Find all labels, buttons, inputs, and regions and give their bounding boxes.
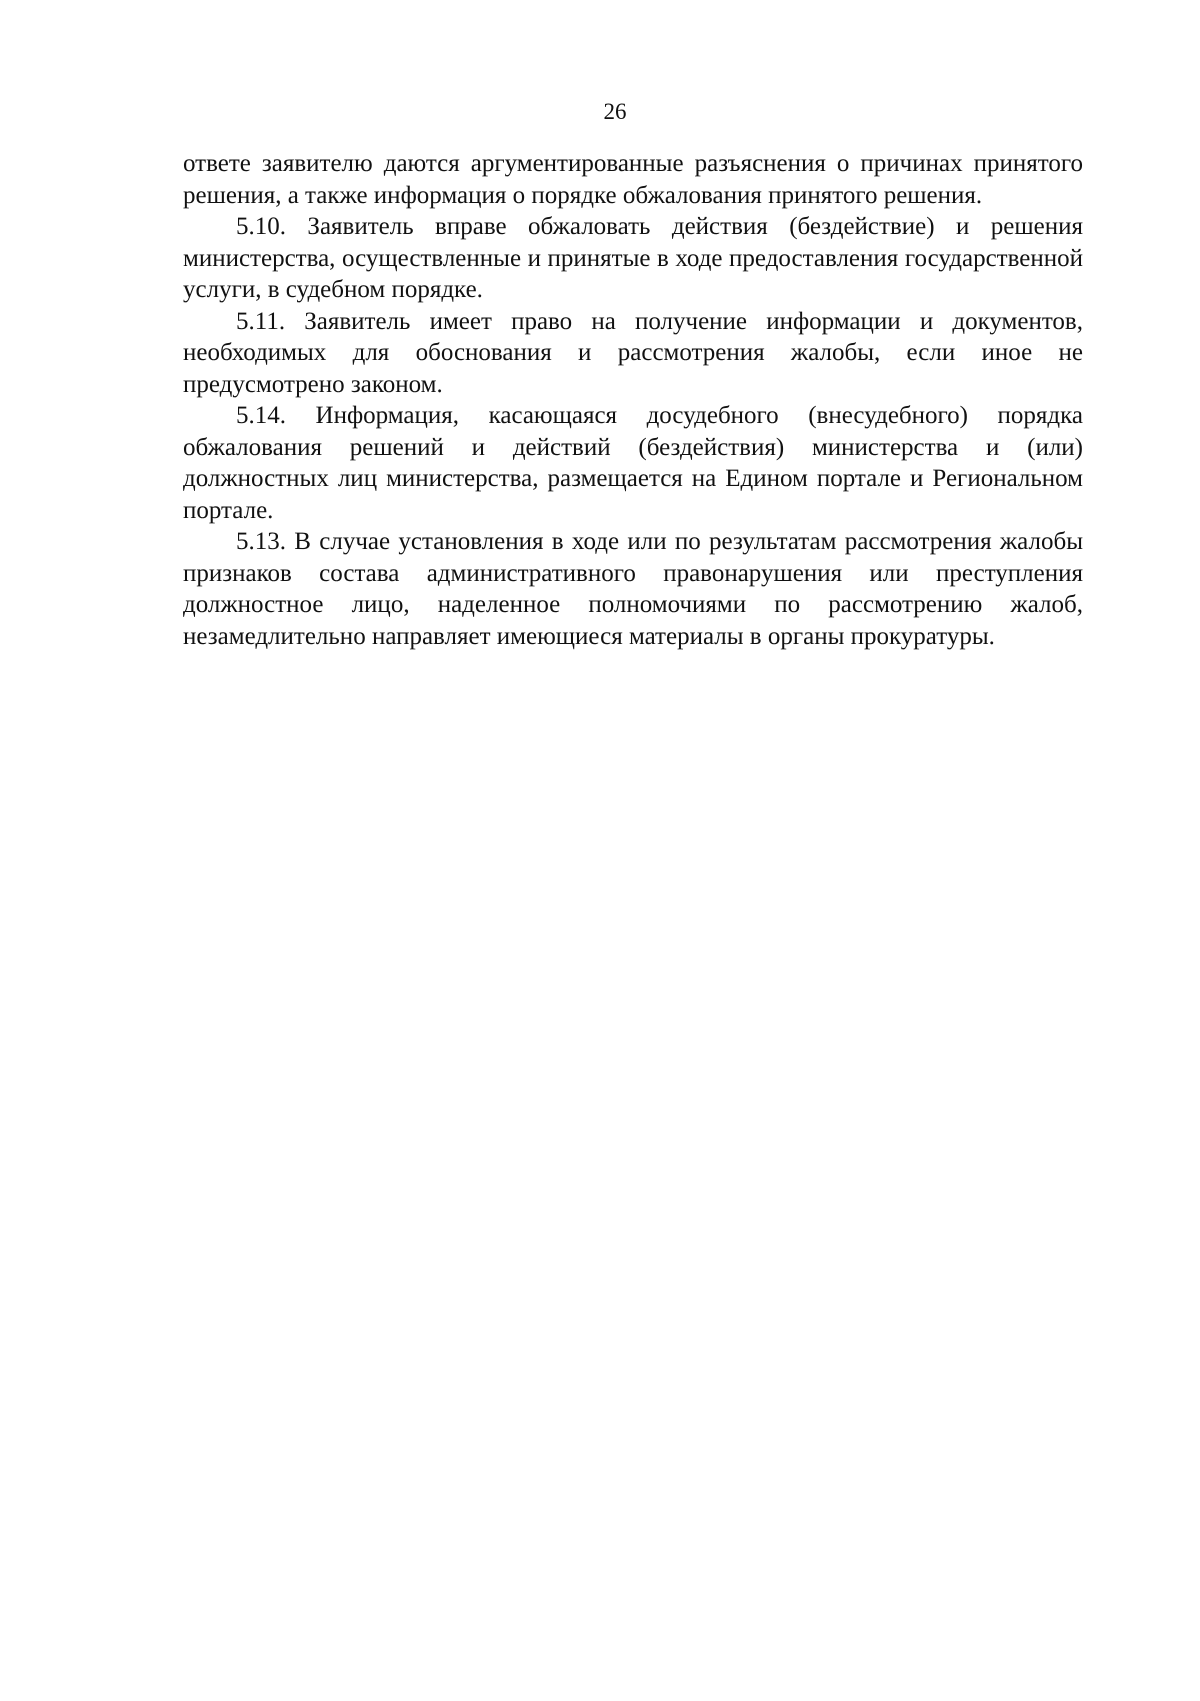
paragraph-continuation: ответе заявителю даются аргументированные разъяснения о причинах принятого решения, а также информация о порядке обжалования принятого решения. xyxy=(183,150,1083,209)
paragraph-5-14: 5.14. Информация, касающаяся досудебного (внесудебного) порядка обжалования решений и действий (бездействия) министерства и (или) должностных лиц министерства, размещается на Едином портале и Региональном портале. xyxy=(183,402,1083,524)
page-number: 26 xyxy=(603,99,627,124)
paragraph-5-13: 5.13. В случае установления в ходе или по результатам рассмотрения жалобы признаков состава административного правонарушения или преступления должностное лицо, наделенное полномочиями по рассмотрению жалоб, незамедлительно направляет имеющиеся материалы в органы прокуратуры. xyxy=(183,528,1083,650)
paragraph-5-11: 5.11. Заявитель имеет право на получение информации и документов, необходимых для обоснования и рассмотрения жалобы, если иное не предусмотрено законом. xyxy=(183,307,1083,398)
document-body xyxy=(183,148,1083,652)
paragraph-5-10: 5.10. Заявитель вправе обжаловать действия (бездействие) и решения министерства, осуществленные и принятые в ходе предоставления государственной услуги, в судебном порядке. xyxy=(183,213,1083,303)
